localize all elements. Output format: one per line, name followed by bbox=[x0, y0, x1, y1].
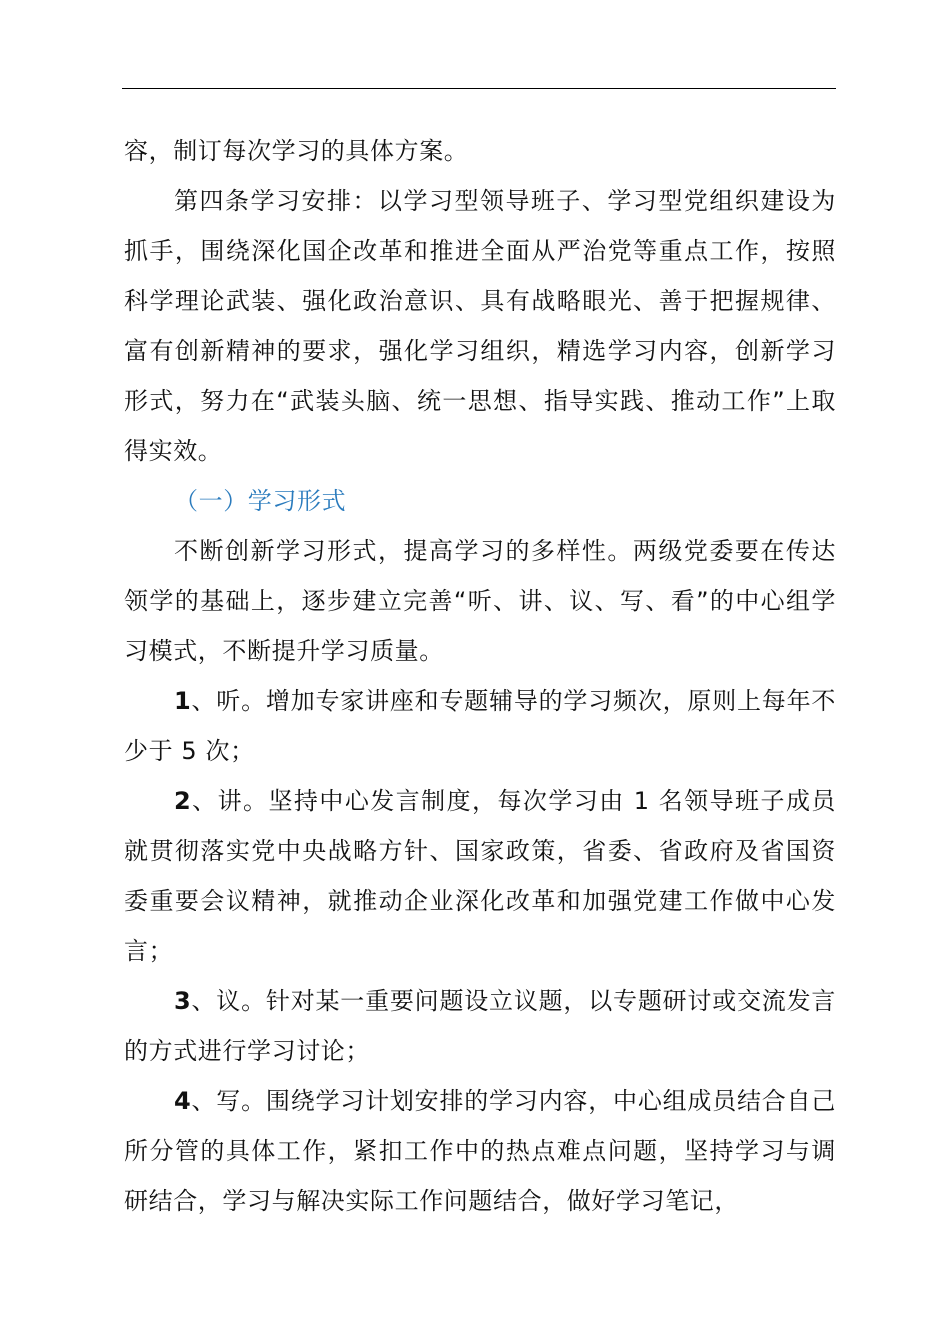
list-item bbox=[124, 976, 836, 1076]
section-heading: （一）学习形式 bbox=[174, 487, 347, 515]
item-number: 3 bbox=[174, 987, 192, 1015]
item-text: 、写。围绕学习计划安排的学习内容，中心组成员结合自己所分管的具体工作，紧扣工作中的热点难点问题，坚持学习与调研结合，学习与解决实际工作问题结合，做好学习笔记， bbox=[124, 1087, 836, 1215]
section-intro-paragraph: 不断创新学习形式，提高学习的多样性。两级党委要在传达领学的基础上，逐步建立完善“听、讲、议、写、看”的中心组学习模式，不断提升学习质量。 bbox=[124, 537, 836, 665]
item-number: 1 bbox=[174, 687, 192, 715]
list-item bbox=[124, 1076, 836, 1226]
item-number: 2 bbox=[174, 787, 192, 815]
list-item bbox=[124, 776, 836, 976]
list-item bbox=[124, 676, 836, 776]
item-text: 、议。针对某一重要问题设立议题，以专题研讨或交流发言的方式进行学习讨论； bbox=[124, 987, 836, 1065]
item-text: 、听。增加专家讲座和专题辅导的学习频次，原则上每年不少于 5 次； bbox=[124, 687, 836, 765]
article-four-paragraph: 第四条学习安排：以学习型领导班子、学习型党组织建设为抓手，围绕深化国企改革和推进全面从严治党等重点工作，按照科学理论武装、强化政治意识、具有战略眼光、善于把握规律、富有创新精神的要求，强化学习组织，精选学习内容，创新学习形式，努力在“武装头脑、统一思想、指导实践、推动工作”上取得实效。 bbox=[124, 187, 836, 465]
continuation-paragraph: 容，制订每次学习的具体方案。 bbox=[124, 137, 469, 165]
document-body bbox=[124, 126, 836, 1226]
item-text: 、讲。坚持中心发言制度，每次学习由 1 名领导班子成员就贯彻落实党中央战略方针、国家政策，省委、省政府及省国资委重要会议精神，就推动企业深化改革和加强党建工作做中心发言； bbox=[124, 787, 836, 965]
item-number: 4 bbox=[174, 1087, 192, 1115]
header-rule bbox=[122, 88, 836, 89]
